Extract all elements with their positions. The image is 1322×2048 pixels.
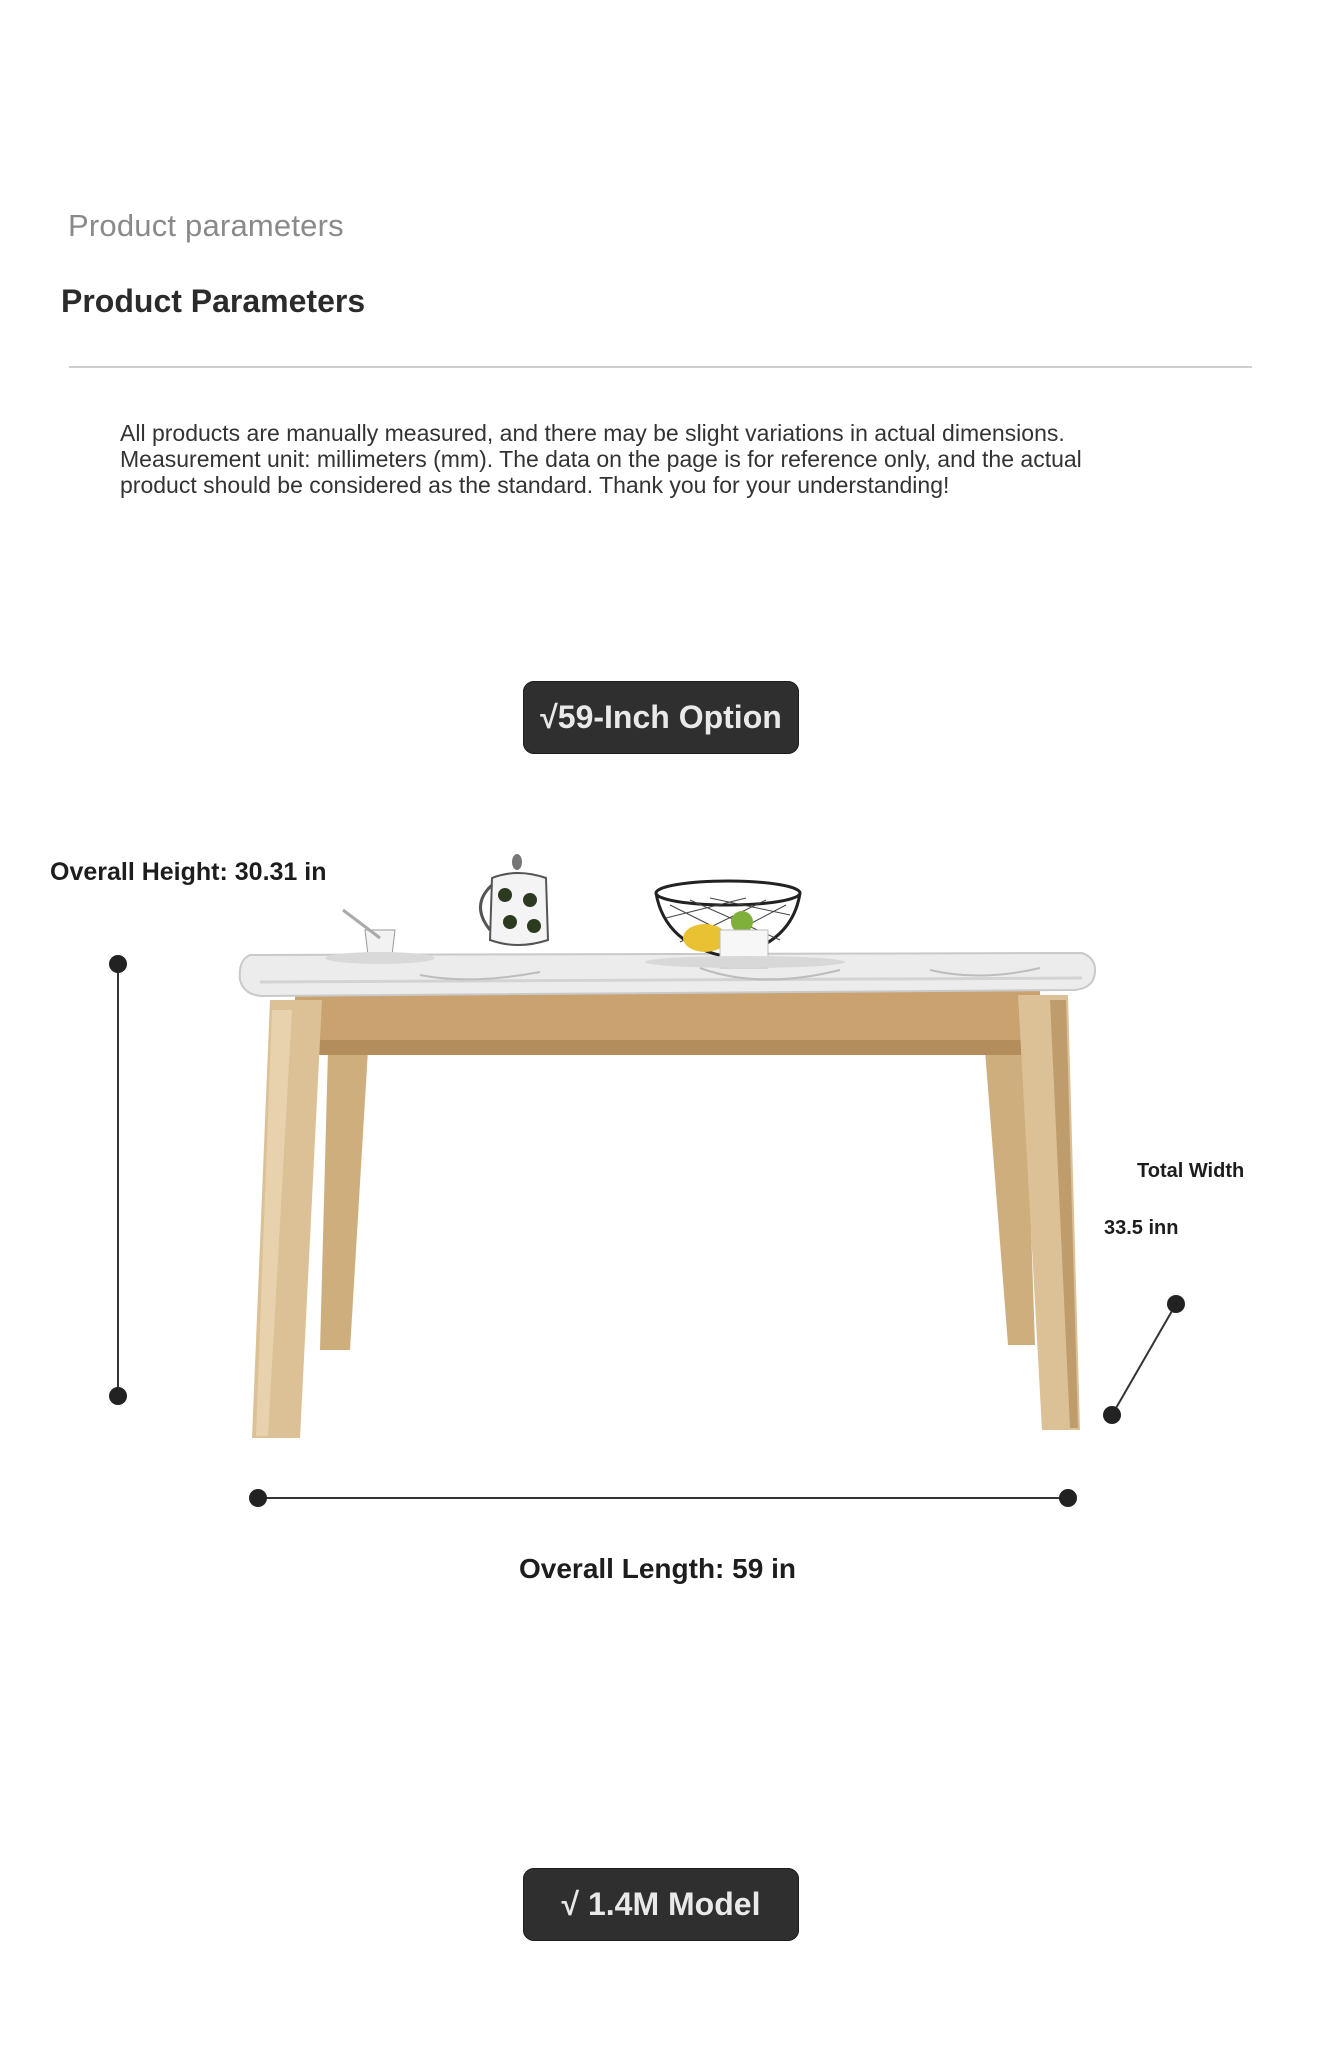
dining-table-image xyxy=(240,854,1095,1438)
light-section-title: Product parameters xyxy=(68,208,344,243)
total-width-value: 33.5 inn xyxy=(1104,1217,1179,1239)
total-width-label: Total Width xyxy=(1137,1160,1245,1182)
option-59-inch-button[interactable]: √59-Inch Option xyxy=(523,681,799,754)
cup-image xyxy=(325,910,435,964)
length-dimension-line xyxy=(249,1489,1077,1507)
overall-length-label: Overall Length: 59 in xyxy=(519,1553,796,1584)
overall-height-label: Overall Height: 30.31 in xyxy=(50,858,327,886)
measurement-note: All products are manually measured, and there may be slight variations in actual dimensions. Measurement unit: millimeters (mm). The data on the page is for reference only, and the actual product should be considered as the standard. Thank you for your understanding! xyxy=(120,420,1082,498)
teapot-image xyxy=(480,854,548,945)
option-1-4m-model-button[interactable]: √ 1.4M Model xyxy=(523,1868,799,1941)
page-title: Product Parameters xyxy=(61,283,366,319)
height-dimension-line xyxy=(109,955,127,1405)
width-dimension-line xyxy=(1103,1295,1185,1424)
